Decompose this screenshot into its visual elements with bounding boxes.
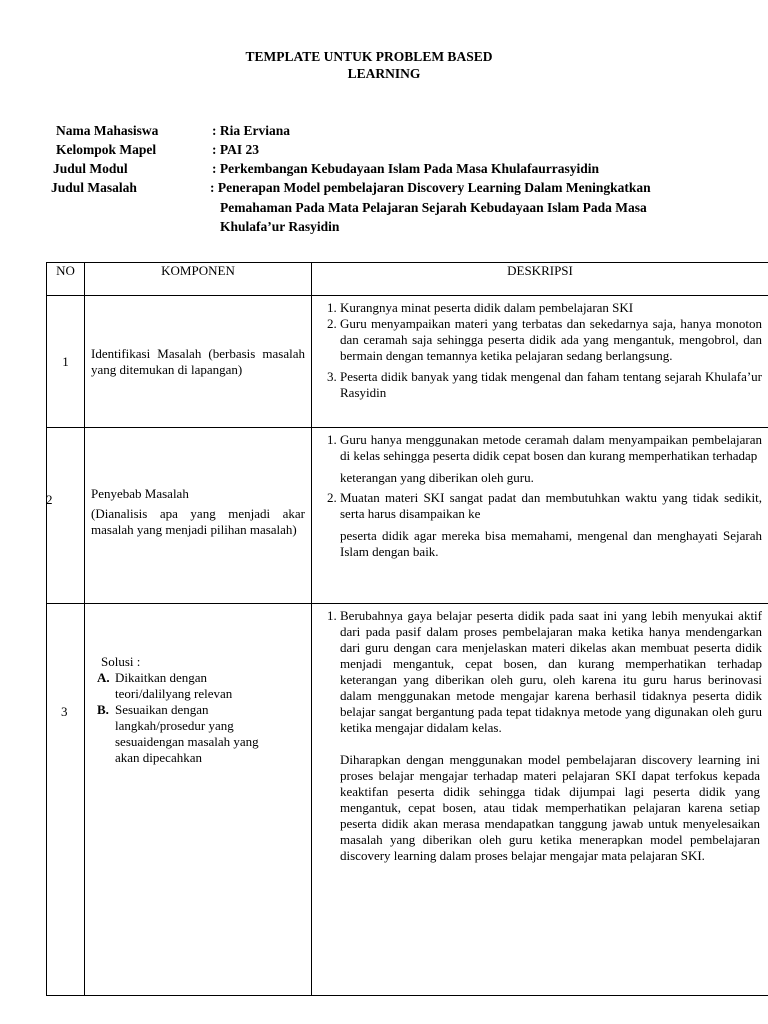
komponen-cell: Identifikasi Masalah (berbasis masalah yang ditemukan di lapangan) [85, 296, 312, 428]
title-line-2: LEARNING [347, 66, 421, 81]
row-number [47, 604, 85, 996]
list-item: 2. Guru menyampaikan materi yang terbatas dan sekedarnya saja, hanya monoton dan ceramah saja sehingga peserta didik ada yang mengantuk, mengobrol, dan bermain dengan temannya ketika pelajaran sedang berlangsung. [340, 316, 762, 364]
item-text: Muatan materi SKI sangat padat dan membutuhkan waktu yang tidak sedikit, serta harus disampaikan ke [340, 490, 762, 521]
table-row [47, 296, 768, 428]
row-number-text: 3 [61, 704, 68, 719]
komponen-desc: (Dianalisis apa yang menjadi akar masalah yang menjadi pilihan masalah) [91, 505, 305, 537]
pbl-table [46, 262, 768, 996]
table-row [47, 604, 768, 996]
item-text: keterangan yang diberikan oleh guru. [340, 470, 534, 485]
modul-label: Judul Modul [53, 161, 128, 176]
document-title [0, 48, 768, 82]
option-text: Dikaitkan dengan teori/dalilyang relevan [115, 670, 233, 701]
modul-value: : Perkembangan Kebudayaan Islam Pada Masa Khulafaurrasyidin [212, 161, 600, 176]
masalah-value-line-2: Pemahaman Pada Mata Pelajaran Sejarah Kebudayaan Islam Pada Masa [220, 200, 647, 215]
row-number [47, 428, 85, 604]
table-row [47, 428, 768, 604]
list-item: 1. Kurangnya minat peserta didik dalam pembelajaran SKI [340, 300, 762, 316]
nama-label: Nama Mahasiswa [56, 123, 159, 138]
option-text: Sesuaikan dengan langkah/prosedur yang sesuaidengan masalah yang akan dipecahkan [115, 702, 259, 765]
list-item: 3. Peserta didik banyak yang tidak mengenal dan faham tentang sejarah Khulafa’ur Rasyidin [340, 369, 762, 401]
row-number: 1 [47, 296, 85, 428]
option-marker: B. [97, 702, 109, 717]
masalah-label: Judul Masalah [51, 180, 137, 195]
kelompok-value: : PAI 23 [212, 142, 259, 157]
solusi-options [91, 670, 305, 766]
header-no: NO [47, 263, 85, 296]
item-text: Guru hanya menggunakan metode ceramah dalam menyampaikan pembelajaran di kelas sehingga peserta didik cepat bosen dan kurang memperhatikan terhadap [340, 432, 762, 463]
masalah-value-line-1: : Penerapan Model pembelajaran Discovery Learning Dalam Meningkatkan [210, 180, 651, 195]
komponen-cell [85, 428, 312, 604]
kelompok-label: Kelompok Mapel [56, 142, 157, 157]
masalah-value-line-3: Khulafa’ur Rasyidin [220, 219, 340, 234]
title-line-1: TEMPLATE UNTUK PROBLEM BASED [245, 49, 493, 64]
list-item [97, 702, 305, 766]
deskripsi-cell [312, 604, 768, 996]
list-item [340, 432, 762, 486]
deskripsi-cell [312, 296, 768, 428]
komponen-title: Penyebab Masalah [91, 485, 189, 501]
item-text: peserta didik agar mereka bisa memahami, mengenal dan menghayati Sejarah Islam dengan baik. [340, 528, 762, 559]
header-deskripsi: DESKRIPSI [312, 263, 768, 296]
solusi-title: Solusi : [101, 654, 141, 669]
list-item [97, 670, 305, 702]
list-item [340, 490, 762, 560]
option-marker: A. [97, 670, 110, 685]
solution-paragraph: Diharapkan dengan menggunakan model pembelajaran discovery learning ini proses belajar mengajar terhadap materi pelajaran SKI dapat terfokus kepada keaktifan peserta didik sehingga tidak dijumpai lagi peserta didik yang mengantuk, cepat bosen, atau tidak memperhatikan pelajaran karena setiap peserta didik akan merasa mendapatkan tanggung jawab untuk menyelesaikan masalah yang diberikan oleh guru ketika menerapkan model pembelajaran discovery learning dalam proses belajar mengajar mata pelajaran SKI. [340, 752, 760, 863]
table-header-row [47, 263, 768, 296]
deskripsi-cell [312, 428, 768, 604]
komponen-cell [85, 604, 312, 996]
row-number-text: 2 [46, 492, 53, 507]
list-item: 1. Berubahnya gaya belajar peserta didik pada saat ini yang lebih menyukai aktif dari pada pasif dalam proses pembelajaran maka ketika hanya mendengarkan dari guru dengan cara menjelaskan materi dikelas akan membuat peserta didik menjadi mengantuk, cepat bosen, dan kurang memperhatikan terhadap keterangan yang diberikan oleh guru, oleh karena itu guru harus berinovasi dalam menggunakan metode mengajar karena berhasil tidaknya peserta didik belajar sangat bergantung pada tepat tidaknya metode yang digunakan oleh guru ketika mengajar didalam kelas. [340, 608, 762, 736]
header-komponen: KOMPONEN [85, 263, 312, 296]
nama-value: : Ria Erviana [212, 123, 291, 138]
